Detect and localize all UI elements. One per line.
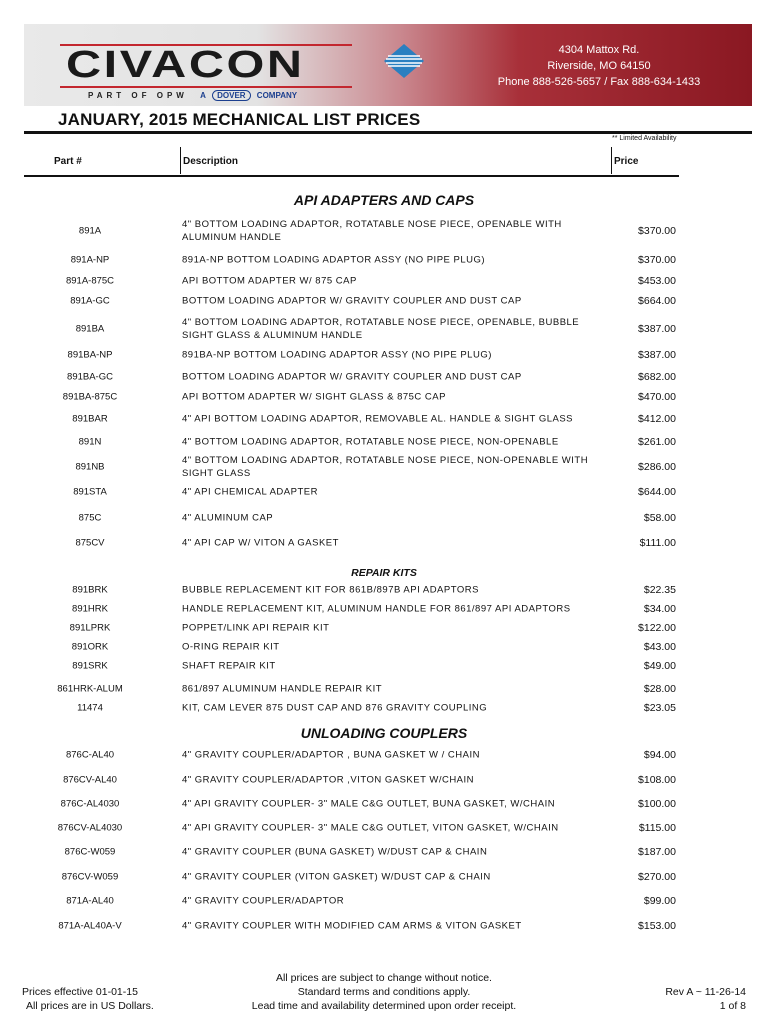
logo-company-text: COMPANY bbox=[256, 91, 298, 100]
part-number: 891BRK bbox=[72, 584, 108, 596]
price: $23.05 bbox=[643, 702, 676, 714]
revision: Rev A ~ 11-26-14 bbox=[665, 986, 746, 998]
price: $286.00 bbox=[638, 461, 676, 473]
part-number: 891A bbox=[78, 225, 102, 237]
description: POPPET/LINK API REPAIR KIT bbox=[182, 622, 330, 634]
limited-availability-note: ** Limited Availability bbox=[612, 135, 677, 142]
price: $100.00 bbox=[638, 798, 676, 810]
part-number: 861HRK-ALUM bbox=[57, 683, 123, 695]
description: 4" GRAVITY COUPLER/ADAPTOR ,VITON GASKET W/CHAIN bbox=[182, 774, 475, 786]
part-number: 891A-NP bbox=[70, 254, 110, 266]
description: 4" API GRAVITY COUPLER- 3" MALE C&G OUTLET, VITON GASKET, W/CHAIN bbox=[182, 822, 559, 834]
description: 4" BOTTOM LOADING ADAPTOR, ROTATABLE NOSE PIECE, NON-OPENABLE WITH SIGHT GLASS bbox=[182, 455, 589, 479]
description: 4" BOTTOM LOADING ADAPTOR, ROTATABLE NOSE PIECE, OPENABLE WITH ALUMINUM HANDLE bbox=[182, 219, 562, 243]
price: $270.00 bbox=[638, 871, 676, 883]
column-divider bbox=[611, 147, 612, 174]
part-number: 871A-AL40 bbox=[66, 895, 114, 907]
part-number: 891LPRK bbox=[69, 622, 111, 634]
part-number: 875CV bbox=[75, 537, 105, 549]
part-number: 876CV-AL40 bbox=[63, 774, 117, 786]
price: $370.00 bbox=[638, 254, 676, 266]
table-row bbox=[0, 912, 768, 940]
prices-effective: Prices effective 01-01-15 bbox=[22, 986, 138, 998]
section-api-adapters: API ADAPTERS AND CAPS bbox=[293, 192, 475, 208]
description: 4" GRAVITY COUPLER (VITON GASKET) W/DUST CAP & CHAIN bbox=[182, 871, 491, 883]
column-header-description: Description bbox=[183, 156, 239, 167]
description: 861/897 ALUMINUM HANDLE REPAIR KIT bbox=[182, 683, 383, 695]
part-number: 891A-875C bbox=[65, 275, 115, 287]
table-row bbox=[0, 287, 768, 315]
price: $682.00 bbox=[638, 371, 676, 383]
price: $115.00 bbox=[638, 822, 676, 834]
section-repair-kits: REPAIR KITS bbox=[351, 567, 417, 579]
address-line-2: Riverside, MO 64150 bbox=[547, 60, 651, 72]
description: SHAFT REPAIR KIT bbox=[182, 660, 276, 672]
section-unloading-couplers: UNLOADING COUPLERS bbox=[300, 725, 468, 741]
table-row bbox=[0, 478, 768, 506]
table-row bbox=[0, 694, 768, 722]
table-row bbox=[0, 838, 768, 866]
column-header-price: Price bbox=[614, 156, 639, 167]
description: HANDLE REPLACEMENT KIT, ALUMINUM HANDLE FOR 861/897 API ADAPTORS bbox=[182, 603, 571, 615]
part-number: 876C-W059 bbox=[64, 846, 116, 858]
description: 891A-NP BOTTOM LOADING ADAPTOR ASSY (NO PIPE PLUG) bbox=[182, 254, 486, 266]
part-number: 891BA-GC bbox=[67, 371, 113, 383]
price: $412.00 bbox=[638, 413, 676, 425]
price: $58.00 bbox=[643, 512, 676, 524]
table-row bbox=[0, 428, 768, 456]
part-number: 891BA-NP bbox=[67, 349, 113, 361]
part-number: 876CV-W059 bbox=[61, 871, 119, 883]
currency-note: All prices are in US Dollars. bbox=[26, 1000, 154, 1012]
logo-rule-bottom bbox=[60, 86, 352, 88]
notice-terms: Standard terms and conditions apply. bbox=[297, 986, 471, 998]
price: $43.00 bbox=[643, 641, 676, 653]
part-number: 891BA-875C bbox=[62, 391, 118, 403]
address-line-1: 4304 Mattox Rd. bbox=[558, 44, 640, 56]
description: 4" API BOTTOM LOADING ADAPTOR, REMOVABLE AL. HANDLE & SIGHT GLASS bbox=[182, 413, 573, 425]
logo-sub-text: PART OF OPW bbox=[88, 91, 188, 100]
part-number: 891N bbox=[78, 436, 102, 448]
price: $108.00 bbox=[638, 774, 676, 786]
price: $49.00 bbox=[643, 660, 676, 672]
description: 4" API CHEMICAL ADAPTER bbox=[182, 486, 318, 498]
table-row bbox=[0, 217, 768, 245]
part-number: 891ORK bbox=[71, 641, 109, 653]
description: API BOTTOM ADAPTER W/ SIGHT GLASS & 875C CAP bbox=[182, 391, 446, 403]
description: 4" API CAP W/ VITON A GASKET bbox=[182, 537, 339, 549]
part-number: 891BA bbox=[75, 323, 105, 335]
part-number: 891NB bbox=[75, 461, 105, 473]
price: $387.00 bbox=[638, 349, 676, 361]
price: $370.00 bbox=[638, 225, 676, 237]
description: BOTTOM LOADING ADAPTOR W/ GRAVITY COUPLER AND DUST CAP bbox=[182, 371, 522, 383]
description: 4" GRAVITY COUPLER/ADAPTOR bbox=[182, 895, 345, 907]
price: $122.00 bbox=[638, 622, 676, 634]
price: $470.00 bbox=[638, 391, 676, 403]
table-row bbox=[0, 887, 768, 915]
price: $94.00 bbox=[643, 749, 676, 761]
description: 4" BOTTOM LOADING ADAPTOR, ROTATABLE NOSE PIECE, NON-OPENABLE bbox=[182, 436, 559, 448]
price: $28.00 bbox=[643, 683, 676, 695]
table-row bbox=[0, 529, 768, 557]
part-number: 891HRK bbox=[72, 603, 108, 615]
description: BOTTOM LOADING ADAPTOR W/ GRAVITY COUPLER AND DUST CAP bbox=[182, 295, 522, 307]
price: $664.00 bbox=[638, 295, 676, 307]
description: 891BA-NP BOTTOM LOADING ADAPTOR ASSY (NO PIPE PLUG) bbox=[182, 349, 492, 361]
page-number: 1 of 8 bbox=[719, 1000, 746, 1012]
logo-subtitle bbox=[88, 90, 297, 101]
price: $453.00 bbox=[638, 275, 676, 287]
description: 4" ALUMINUM CAP bbox=[182, 512, 274, 524]
part-number: 876C-AL4030 bbox=[60, 798, 120, 810]
price: $99.00 bbox=[643, 895, 676, 907]
part-number: 891SRK bbox=[72, 660, 108, 672]
title-divider bbox=[24, 131, 752, 134]
description: 4" GRAVITY COUPLER (BUNA GASKET) W/DUST CAP & CHAIN bbox=[182, 846, 488, 858]
description: O-RING REPAIR KIT bbox=[182, 641, 280, 653]
table-row bbox=[0, 453, 768, 481]
price: $187.00 bbox=[638, 846, 676, 858]
description: 4" GRAVITY COUPLER WITH MODIFIED CAM ARMS & VITON GASKET bbox=[182, 920, 522, 932]
description: 4" BOTTOM LOADING ADAPTOR, ROTATABLE NOSE PIECE, OPENABLE, BUBBLE SIGHT GLASS & ALUMINUM HANDLE bbox=[182, 317, 580, 341]
notice-change: All prices are subject to change without notice. bbox=[276, 972, 492, 984]
part-number: 876C-AL40 bbox=[65, 749, 115, 761]
part-number: 871A-AL40A-V bbox=[58, 920, 122, 932]
part-number: 875C bbox=[78, 512, 102, 524]
table-row bbox=[0, 315, 768, 343]
page-title: JANUARY, 2015 MECHANICAL LIST PRICES bbox=[58, 110, 421, 129]
dover-badge: DOVER bbox=[212, 90, 250, 101]
description: 4" API GRAVITY COUPLER- 3" MALE C&G OUTLET, BUNA GASKET, W/CHAIN bbox=[182, 798, 556, 810]
footer-right bbox=[600, 985, 746, 1013]
part-number: 876CV-AL4030 bbox=[57, 822, 123, 834]
column-header-part: Part # bbox=[54, 156, 82, 167]
description: KIT, CAM LEVER 875 DUST CAP AND 876 GRAVITY COUPLING bbox=[182, 702, 488, 714]
price: $111.00 bbox=[639, 537, 676, 549]
price: $387.00 bbox=[638, 323, 676, 335]
price: $34.00 bbox=[643, 603, 676, 615]
logo-text: CIVACON bbox=[66, 44, 305, 86]
price: $22.35 bbox=[643, 584, 676, 596]
table-row bbox=[0, 504, 768, 532]
logo-a-text: A bbox=[200, 91, 206, 100]
header-divider bbox=[24, 175, 679, 177]
civacon-emblem-icon bbox=[384, 44, 424, 78]
part-number: 891STA bbox=[73, 486, 107, 498]
part-number: 891BAR bbox=[72, 413, 108, 425]
part-number: 891A-GC bbox=[70, 295, 110, 307]
description: BUBBLE REPLACEMENT KIT FOR 861B/897B API ADAPTORS bbox=[182, 584, 479, 596]
notice-lead-time: Lead time and availability determined upon order receipt. bbox=[251, 1000, 517, 1012]
part-number: 11474 bbox=[77, 702, 103, 714]
price: $261.00 bbox=[638, 436, 676, 448]
price: $153.00 bbox=[638, 920, 676, 932]
phone-fax: Phone 888-526-5657 / Fax 888-634-1433 bbox=[497, 76, 701, 88]
column-divider bbox=[180, 147, 181, 174]
description: API BOTTOM ADAPTER W/ 875 CAP bbox=[182, 275, 357, 287]
civacon-logo bbox=[60, 34, 360, 98]
price: $644.00 bbox=[638, 486, 676, 498]
table-row bbox=[0, 741, 768, 769]
company-address bbox=[464, 42, 734, 90]
description: 4" GRAVITY COUPLER/ADAPTOR , BUNA GASKET W / CHAIN bbox=[182, 749, 480, 761]
header-banner bbox=[24, 24, 752, 106]
